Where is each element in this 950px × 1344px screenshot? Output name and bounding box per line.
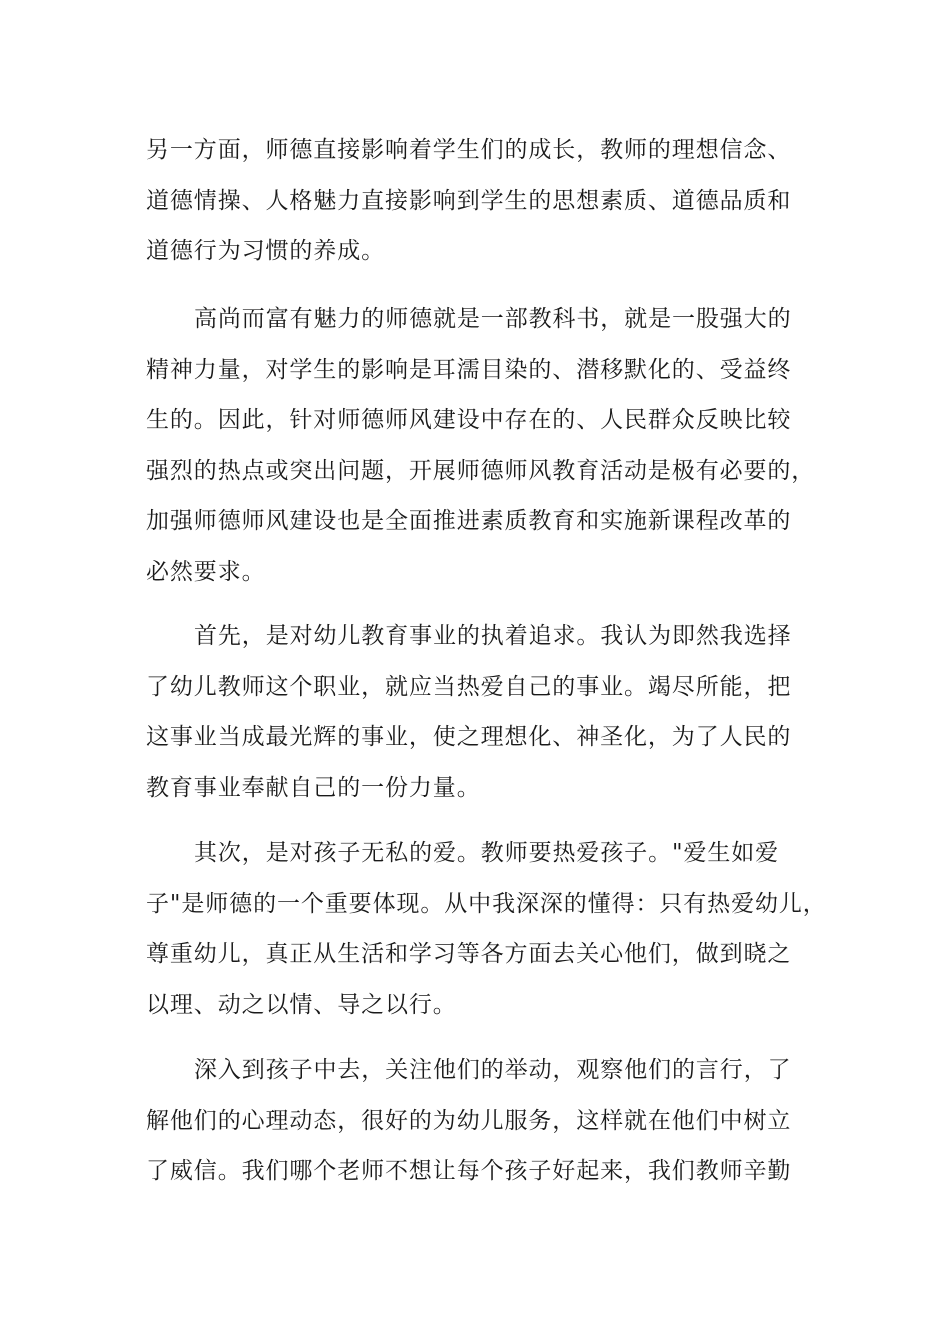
text-line: 另一方面，师德直接影响着学生们的成长，教师的理想信念、 bbox=[146, 137, 792, 163]
text-line: 了威信。我们哪个老师不想让每个孩子好起来，我们教师辛勤 bbox=[146, 1158, 792, 1184]
text-line: 道德情操、人格魅力直接影响到学生的思想素质、道德品质和 bbox=[146, 187, 792, 214]
text-line: 了幼儿教师这个职业，就应当热爱自己的事业。竭尽所能，把 bbox=[146, 673, 792, 700]
paragraph-2 bbox=[146, 294, 816, 597]
text-line: 必然要求。 bbox=[146, 558, 266, 585]
text-line: 深入到孩子中去，关注他们的举动，观察他们的言行，了 bbox=[194, 1057, 792, 1083]
text-line: 精神力量，对学生的影响是耳濡目染的、潜移默化的、受益终 bbox=[146, 356, 792, 383]
paragraph-4 bbox=[146, 828, 827, 1030]
text-line: 加强师德师风建设也是全面推进素质教育和实施新课程改革的 bbox=[146, 508, 792, 534]
text-line: 高尚而富有魅力的师德就是一部教科书，就是一股强大的 bbox=[194, 306, 792, 332]
paragraph-1 bbox=[146, 125, 806, 277]
text-line: 尊重幼儿，真正从生活和学习等各方面去关心他们，做到晓之 bbox=[146, 941, 792, 967]
text-line: 其次，是对孩子无私的爱。教师要热爱孩子。"爱生如爱 bbox=[194, 840, 780, 866]
text-line: 解他们的心理动态，很好的为幼儿服务，这样就在他们中树立 bbox=[146, 1107, 792, 1134]
text-line: 强烈的热点或突出问题，开展师德师风教育活动是极有必要的， bbox=[146, 457, 816, 484]
paragraph-3 bbox=[146, 611, 806, 813]
text-line: 生的。因此，针对师德师风建设中存在的、人民群众反映比较 bbox=[146, 407, 792, 433]
text-line: 首先，是对幼儿教育事业的执着追求。我认为即然我选择 bbox=[194, 623, 792, 649]
text-line: 子"是师德的一个重要体现。从中我深深的懂得：只有热爱幼儿， bbox=[146, 890, 827, 917]
text-line: 以理、动之以情、导之以行。 bbox=[146, 991, 457, 1018]
text-line: 道德行为习惯的养成。 bbox=[146, 238, 385, 264]
text-line: 教育事业奉献自己的一份力量。 bbox=[146, 774, 481, 801]
paragraph-5 bbox=[146, 1045, 806, 1197]
text-line: 这事业当成最光辉的事业，使之理想化、神圣化，为了人民的 bbox=[146, 724, 792, 750]
